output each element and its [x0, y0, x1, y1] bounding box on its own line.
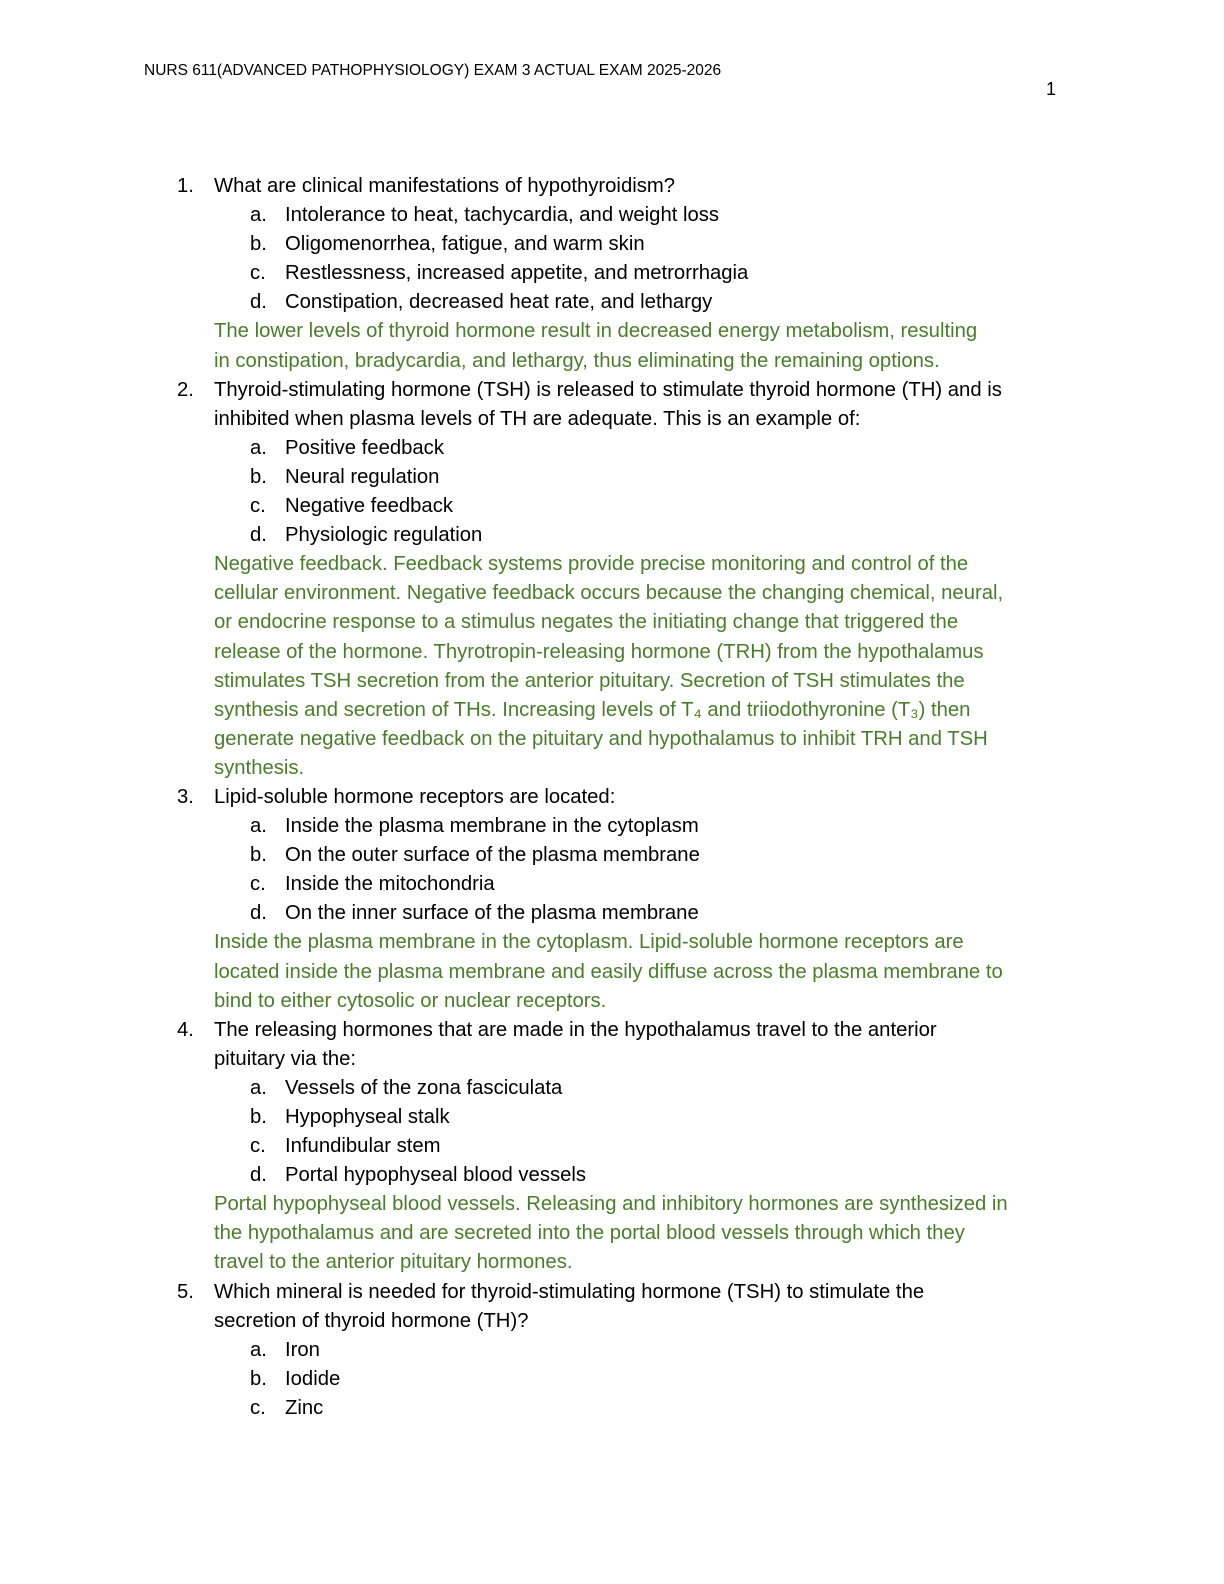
explanation-text: generate negative feedback on the pituitary and hypothalamus to inhibit TRH and TSH: [214, 727, 988, 750]
option-text: Oligomenorrhea, fatigue, and warm skin: [285, 233, 645, 256]
option-letter: a.: [250, 204, 267, 227]
question-stem-line: [0, 172, 1224, 201]
answer-options: [0, 1336, 1224, 1423]
option-text: Constipation, decreased heat rate, and lethargy: [285, 291, 713, 314]
question-text: Lipid-soluble hormone receptors are located:: [214, 785, 616, 808]
question-item: [0, 376, 1224, 783]
option-text: Zinc: [285, 1396, 324, 1419]
explanation-line: [0, 1219, 1224, 1248]
option-letter: b.: [250, 1106, 267, 1128]
answer-options: [0, 434, 1224, 550]
answer-explanation: [0, 317, 1224, 375]
explanation-line: [0, 667, 1224, 696]
question-text: pituitary via the:: [214, 1047, 357, 1070]
question-number: 3.: [177, 785, 194, 808]
answer-explanation: [0, 550, 1224, 783]
option-letter: d.: [250, 1164, 267, 1187]
document-header: NURS 611(ADVANCED PATHOPHYSIOLOGY) EXAM 3 ACTUAL EXAM 2025-2026: [144, 62, 722, 79]
answer-options: [0, 1074, 1224, 1190]
answer-option: [0, 841, 1224, 870]
option-text: Positive feedback: [285, 436, 444, 459]
answer-option: [0, 434, 1224, 463]
answer-options: [0, 812, 1224, 928]
option-letter: c.: [250, 1135, 266, 1158]
explanation-line: [0, 608, 1224, 637]
answer-option: [0, 1161, 1224, 1190]
answer-explanation: [0, 1190, 1224, 1277]
option-text: Iodide: [285, 1367, 341, 1390]
option-text: Inside the plasma membrane in the cytoplasm: [285, 815, 699, 838]
question-number: 2.: [177, 378, 194, 401]
question-stem-line: [0, 783, 1224, 812]
option-letter: c.: [250, 262, 266, 285]
explanation-line: [0, 317, 1224, 346]
explanation-line: [0, 696, 1224, 725]
explanation-line: [0, 347, 1224, 376]
explanation-line: [0, 579, 1224, 608]
option-text: Iron: [285, 1338, 320, 1361]
explanation-text: bind to either cytosolic or nuclear receptors.: [214, 989, 607, 1012]
explanation-text: cellular environment. Negative feedback occurs because the changing chemical, neural,: [214, 582, 1004, 605]
answer-option: [0, 463, 1224, 492]
explanation-line: [0, 725, 1224, 754]
option-text: On the outer surface of the plasma membrane: [285, 844, 700, 867]
option-letter: c.: [250, 873, 266, 896]
answer-option: [0, 1336, 1224, 1365]
explanation-text: synthesis.: [214, 756, 305, 779]
explanation-text: The lower levels of thyroid hormone result in decreased energy metabolism, resulting: [214, 320, 978, 343]
question-item: [0, 172, 1224, 376]
question-item: [0, 1278, 1224, 1423]
explanation-text: travel to the anterior pituitary hormones.: [214, 1251, 573, 1274]
answer-option: [0, 521, 1224, 550]
explanation-line: [0, 550, 1224, 579]
explanation-text: in constipation, bradycardia, and lethargy, thus eliminating the remaining options.: [214, 349, 940, 372]
option-letter: a.: [250, 436, 267, 459]
answer-option: [0, 812, 1224, 841]
question-number: 4.: [177, 1018, 194, 1041]
explanation-text: Inside the plasma membrane in the cytoplasm. Lipid-soluble hormone receptors are: [214, 931, 964, 954]
option-letter: b.: [250, 1367, 267, 1390]
explanation-line: [0, 638, 1224, 667]
option-letter: a.: [250, 815, 267, 838]
question-text: inhibited when plasma levels of TH are adequate. This is an example of:: [214, 407, 861, 430]
option-text: Hypophyseal stalk: [285, 1106, 450, 1128]
explanation-text: located inside the plasma membrane and easily diffuse across the plasma membrane to: [214, 960, 1003, 983]
option-text: On the inner surface of the plasma membrane: [285, 902, 699, 925]
question-number: 5.: [177, 1280, 194, 1303]
option-text: Physiologic regulation: [285, 524, 483, 547]
option-letter: d.: [250, 902, 267, 925]
question-stem-line: [0, 1045, 1224, 1074]
option-letter: c.: [250, 495, 266, 518]
option-text: Inside the mitochondria: [285, 873, 495, 896]
question-stem-line: [0, 376, 1224, 405]
question-item: [0, 1016, 1224, 1278]
question-text: The releasing hormones that are made in the hypothalamus travel to the anterior: [214, 1018, 937, 1041]
explanation-line: [0, 1248, 1224, 1277]
option-letter: b.: [250, 844, 267, 867]
question-stem-line: [0, 1278, 1224, 1307]
explanation-line: [0, 987, 1224, 1016]
explanation-line: [0, 958, 1224, 987]
answer-option: [0, 1132, 1224, 1161]
answer-option: [0, 492, 1224, 521]
option-text: Vessels of the zona fasciculata: [285, 1076, 563, 1099]
explanation-line: [0, 754, 1224, 783]
answer-option: [0, 1394, 1224, 1423]
question-stem-line: [0, 405, 1224, 434]
answer-option: [0, 1074, 1224, 1103]
explanation-line: [0, 1190, 1224, 1219]
option-text: Restlessness, increased appetite, and metrorrhagia: [285, 262, 749, 285]
explanation-line: [0, 928, 1224, 957]
answer-option: [0, 230, 1224, 259]
option-letter: a.: [250, 1338, 267, 1361]
question-number: 1.: [177, 175, 194, 197]
explanation-text: Negative feedback. Feedback systems provide precise monitoring and control of the: [214, 553, 969, 576]
option-text: Neural regulation: [285, 465, 440, 488]
explanation-text: or endocrine response to a stimulus negates the initiating change that triggered the: [214, 611, 959, 634]
question-list: [0, 172, 1224, 1423]
explanation-text: release of the hormone. Thyrotropin-releasing hormone (TRH) from the hypothalamus: [214, 640, 984, 663]
option-text: Negative feedback: [285, 495, 453, 518]
option-letter: d.: [250, 524, 267, 547]
question-text: secretion of thyroid hormone (TH)?: [214, 1309, 529, 1332]
answer-option: [0, 1365, 1224, 1394]
option-text: Portal hypophyseal blood vessels: [285, 1164, 587, 1187]
option-letter: a.: [250, 1076, 267, 1099]
answer-option: [0, 288, 1224, 317]
answer-options: [0, 201, 1224, 317]
answer-option: [0, 870, 1224, 899]
question-text: Thyroid-stimulating hormone (TSH) is released to stimulate thyroid hormone (TH) and is: [214, 378, 1002, 401]
explanation-text: synthesis and secretion of THs. Increasing levels of T₄ and triiodothyronine (T₃) then: [214, 698, 971, 721]
option-text: Intolerance to heat, tachycardia, and weight loss: [285, 204, 720, 227]
answer-explanation: [0, 928, 1224, 1015]
answer-option: [0, 899, 1224, 928]
explanation-text: the hypothalamus and are secreted into the portal blood vessels through which they: [214, 1222, 965, 1245]
option-letter: d.: [250, 291, 267, 314]
option-text: Infundibular stem: [285, 1135, 441, 1158]
question-text: Which mineral is needed for thyroid-stimulating hormone (TSH) to stimulate the: [214, 1280, 925, 1303]
answer-option: [0, 201, 1224, 230]
question-item: [0, 783, 1224, 1016]
explanation-text: Portal hypophyseal blood vessels. Releasing and inhibitory hormones are synthesized in: [214, 1193, 1008, 1216]
question-stem-line: [0, 1307, 1224, 1336]
question-stem-line: [0, 1016, 1224, 1045]
answer-option: [0, 1103, 1224, 1132]
option-letter: c.: [250, 1396, 266, 1419]
option-letter: b.: [250, 465, 267, 488]
option-letter: b.: [250, 233, 267, 256]
page-number: 1: [1046, 79, 1057, 99]
explanation-text: stimulates TSH secretion from the anterior pituitary. Secretion of TSH stimulates the: [214, 669, 965, 692]
question-text: What are clinical manifestations of hypothyroidism?: [214, 175, 676, 197]
answer-option: [0, 259, 1224, 288]
